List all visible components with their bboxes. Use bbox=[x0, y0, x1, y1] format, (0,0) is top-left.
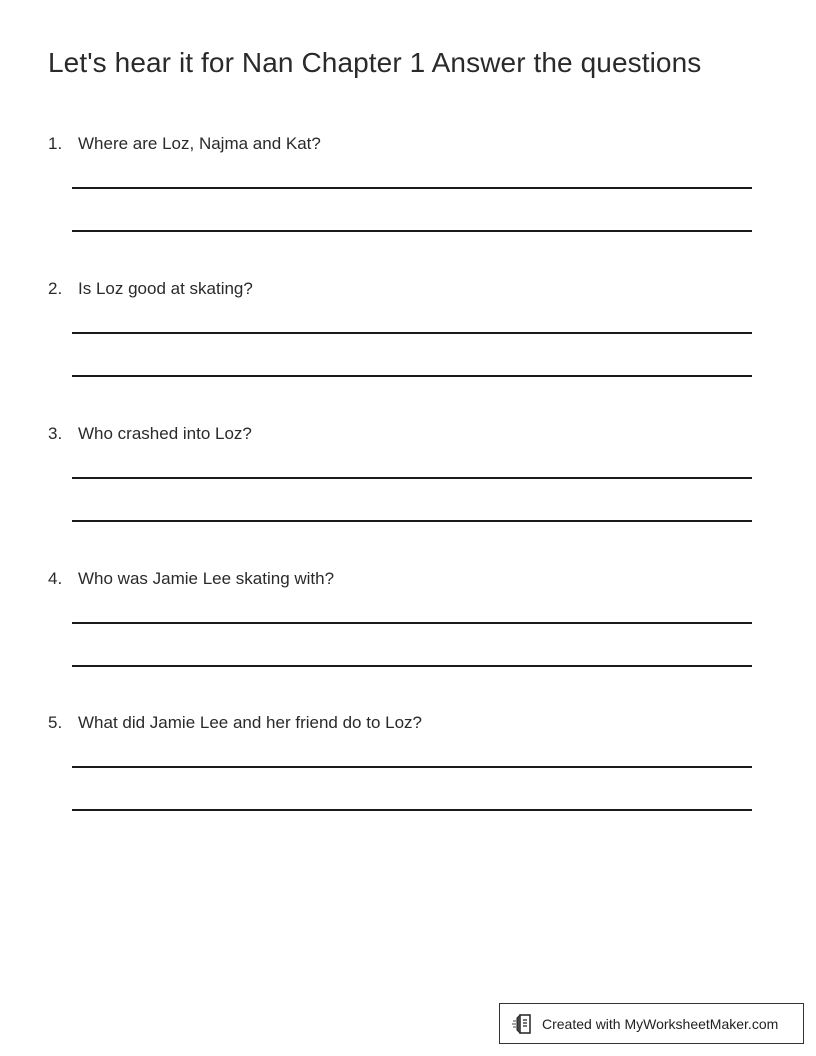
worksheet-maker-logo-icon bbox=[512, 1012, 536, 1036]
answer-line[interactable] bbox=[72, 520, 752, 522]
question-number: 5. bbox=[48, 713, 63, 732]
worksheet-title: Let's hear it for Nan Chapter 1 Answer the questions bbox=[48, 47, 702, 78]
question-3 bbox=[48, 424, 752, 544]
answer-line[interactable] bbox=[72, 477, 752, 479]
question-4 bbox=[48, 569, 752, 689]
question-text: Is Loz good at skating? bbox=[78, 279, 253, 298]
question-number: 4. bbox=[48, 569, 63, 588]
question-text: Where are Loz, Najma and Kat? bbox=[78, 134, 321, 153]
answer-line[interactable] bbox=[72, 809, 752, 811]
question-1 bbox=[48, 134, 752, 254]
question-number: 3. bbox=[48, 424, 63, 443]
answer-line[interactable] bbox=[72, 665, 752, 667]
answer-line[interactable] bbox=[72, 622, 752, 624]
question-text: What did Jamie Lee and her friend do to Loz? bbox=[78, 713, 422, 732]
answer-line[interactable] bbox=[72, 375, 752, 377]
answer-line[interactable] bbox=[72, 766, 752, 768]
question-number: 2. bbox=[48, 279, 63, 298]
question-number: 1. bbox=[48, 134, 63, 153]
question-2 bbox=[48, 279, 752, 399]
question-text: Who was Jamie Lee skating with? bbox=[78, 569, 335, 588]
footer-badge bbox=[499, 1003, 804, 1044]
question-5 bbox=[48, 713, 752, 833]
answer-line[interactable] bbox=[72, 332, 752, 334]
question-text: Who crashed into Loz? bbox=[78, 424, 252, 443]
answer-line[interactable] bbox=[72, 230, 752, 232]
answer-line[interactable] bbox=[72, 187, 752, 189]
footer-label: Created with MyWorksheetMaker.com bbox=[542, 1015, 779, 1032]
